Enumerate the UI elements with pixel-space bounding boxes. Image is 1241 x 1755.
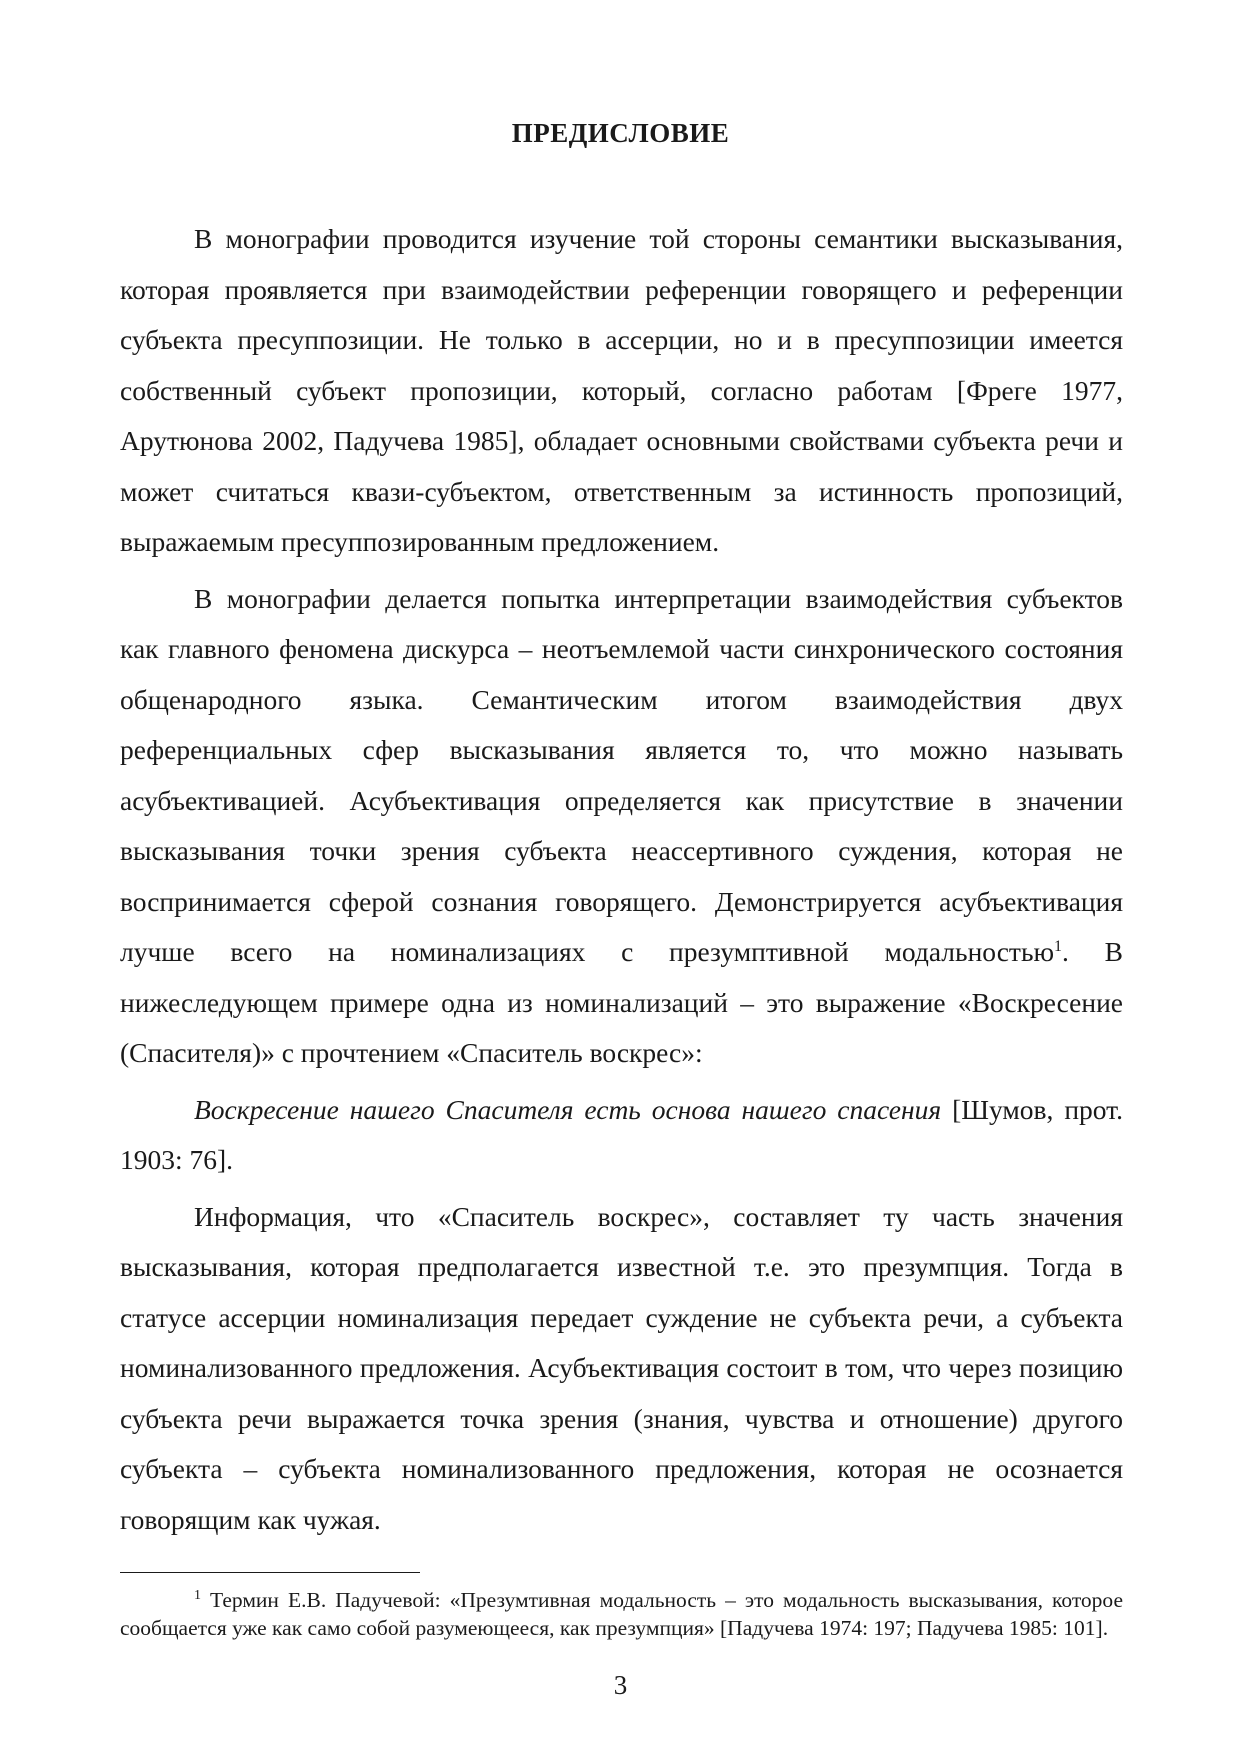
page-number: 3	[613, 1670, 628, 1700]
paragraph-2-text-before: В монографии делается попытка интерпретации взаимодействия субъектов как главного феномена дискурса – неотъемлемой части синхронического состояния общенародного языка. Семантическим итогом взаимодействия двух референциальных сфер высказывания является то, что можно называть асубъективацией. Асубъективация определяется как присутствие в значении высказывания точки зрения субъекта неассертивного суждения, которая не воспринимается сферой сознания говорящего. Демонстрируется асубъективация лучше всего на номинализациях с презумптивной модальностью	[120, 582, 1123, 967]
footnote	[120, 1586, 1123, 1642]
paragraph-1: В монографии проводится изучение той стороны семантики высказывания, которая проявляется при взаимодействии референции говорящего и референции субъекта пресуппозиции. Не только в ассерции, но и в пресуппозиции имеется собственный субъект пропозиции, который, согласно работам [Фреге 1977, Арутюнова 2002, Падучева 1985], обладает основными свойствами субъекта речи и может считаться квази-субъектом, ответственным за истинность пропозиций, выражаемым пресуппозированным предложением.	[120, 223, 1123, 557]
footnote-divider	[120, 1572, 420, 1573]
paragraph-2	[120, 574, 1123, 1079]
paragraph-3-quote	[120, 1085, 1123, 1186]
quote-italic: Воскресение нашего Спасителя есть основа нашего спасения	[194, 1093, 942, 1125]
paragraph-4: Информация, что «Спаситель воскрес», составляет ту часть значения высказывания, которая предполагается известной т.е. это презумпция. Тогда в статусе ассерции номинализация передает суждение не субъекта речи, а субъекта номинализованного предложения. Асубъективация состоит в том, что через позицию субъекта речи выражается точка зрения (знания, чувства и отношение) другого субъекта – субъекта номинализованного предложения, которая не осознается говорящим как чужая.	[120, 1200, 1123, 1535]
quote-citation: [Шумов, прот. 1903: 76].	[120, 1093, 1123, 1175]
footnote-reference: 1	[1054, 937, 1063, 955]
footnote-text: Термин Е.В. Падучевой: «Презумтивная модальность – это модальность высказывания, которое сообщается уже как само собой разумеющееся, как презумпция» [Падучева 1974: 197; Падучева 1985: 101].	[120, 1588, 1123, 1640]
footnote-mark: 1	[194, 1587, 201, 1603]
page-title: ПРЕДИСЛОВИЕ	[511, 118, 730, 148]
main-text	[120, 214, 1123, 1545]
paragraph-2-text-after: . В нижеследующем примере одна из номинализаций – это выражение «Воскресение (Спасителя)» с прочтением «Спаситель воскрес»:	[120, 936, 1123, 1068]
